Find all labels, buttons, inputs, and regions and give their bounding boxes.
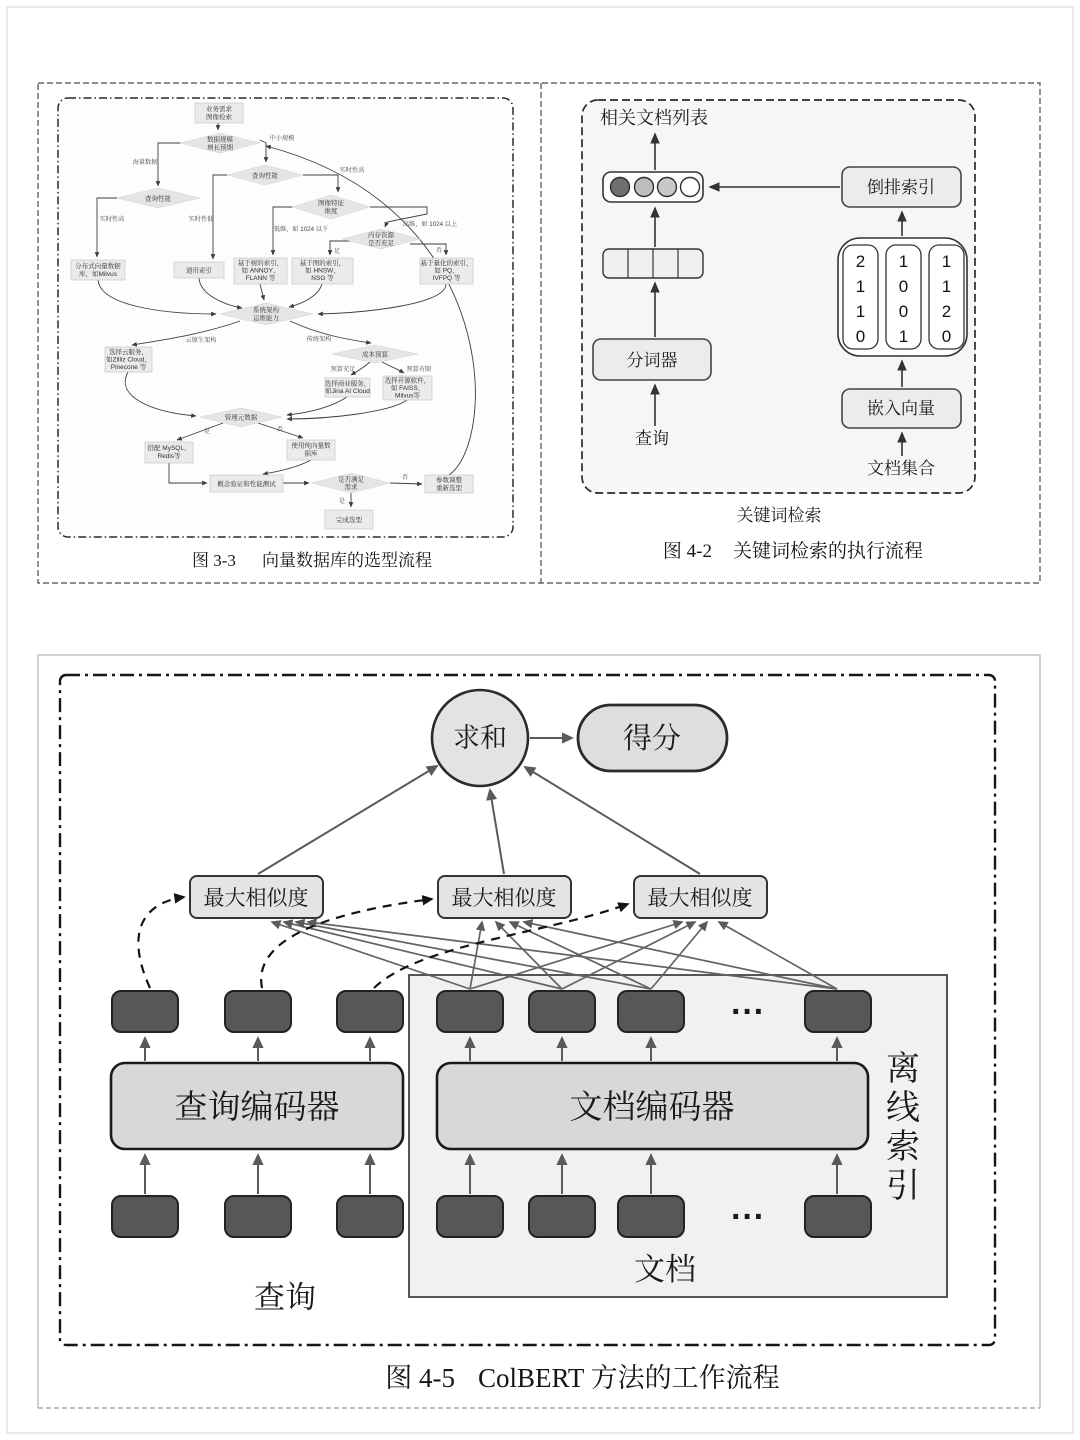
edge-label-mem-no: 否 xyxy=(435,247,443,254)
doc-input-token xyxy=(437,1196,503,1237)
fig45-document-label: 文档 xyxy=(634,1252,696,1287)
svg-text:如Zilliz Cloud、: 如Zilliz Cloud、 xyxy=(106,356,151,364)
score-label: 得分 xyxy=(622,723,682,755)
result-dot-2 xyxy=(635,178,654,197)
svg-text:选择商业服务，: 选择商业服务， xyxy=(324,380,371,388)
fig42-caption-label: 图 4-2 xyxy=(662,541,712,562)
figure-4-2 xyxy=(582,100,975,562)
svg-text:使用纯向量数: 使用纯向量数 xyxy=(291,442,331,450)
edge-label-lowdim: 低维，如 1024 以下 xyxy=(273,226,329,233)
edge-label-massive: 海量数据 xyxy=(132,159,158,166)
svg-text:0: 0 xyxy=(898,302,909,321)
edge-label-satisfy-yes: 是 xyxy=(338,498,346,505)
svg-text:0: 0 xyxy=(855,327,866,346)
svg-text:基于量化的索引，: 基于量化的索引， xyxy=(420,260,473,267)
svg-text:系统架构: 系统架构 xyxy=(253,307,279,314)
svg-text:1: 1 xyxy=(941,277,952,296)
svg-text:1: 1 xyxy=(898,252,909,271)
doc-embedding-token xyxy=(437,991,503,1032)
svg-text:1: 1 xyxy=(941,252,952,271)
svg-text:0: 0 xyxy=(898,277,909,296)
svg-text:1: 1 xyxy=(855,277,866,296)
svg-text:管理元数据: 管理元数据 xyxy=(224,414,258,422)
doc-embedding-token xyxy=(618,991,684,1032)
fig33-caption-label: 图 3-3 xyxy=(192,551,236,570)
svg-text:分布式向量数据: 分布式向量数据 xyxy=(75,263,121,270)
svg-text:增长预期: 增长预期 xyxy=(207,144,233,152)
svg-text:如 ANNOY、: 如 ANNOY、 xyxy=(241,267,280,275)
result-dot-1 xyxy=(611,178,630,197)
edge-label-budget-ok: 预算充足 xyxy=(330,366,356,373)
svg-text:查询性能: 查询性能 xyxy=(145,195,171,203)
query-embedding-token xyxy=(225,991,291,1032)
doc-bottom-ellipsis: ··· xyxy=(731,1198,765,1236)
doc-input-token xyxy=(805,1196,871,1237)
svg-text:图像特征: 图像特征 xyxy=(318,200,344,207)
doc-input-token xyxy=(618,1196,684,1237)
svg-text:重新选型: 重新选型 xyxy=(436,485,462,492)
edge-label-satisfy-no: 否 xyxy=(401,474,409,481)
svg-text:需求: 需求 xyxy=(344,484,358,491)
svg-text:基于树的索引，: 基于树的索引， xyxy=(237,260,284,267)
doc-embedding-token xyxy=(805,991,871,1032)
edge-label-rt-low: 实时性低 xyxy=(188,216,214,223)
svg-text:2: 2 xyxy=(855,252,866,271)
svg-text:选择开源软件，: 选择开源软件， xyxy=(384,377,431,385)
query-input-token xyxy=(337,1196,403,1237)
svg-text:运维能力: 运维能力 xyxy=(253,315,279,322)
svg-text:概念验证和性能测试: 概念验证和性能测试 xyxy=(217,481,276,488)
svg-text:引: 引 xyxy=(886,1167,920,1205)
svg-text:成本预算: 成本预算 xyxy=(362,351,388,359)
svg-text:Milvus等: Milvus等 xyxy=(395,392,420,400)
svg-text:如 FAISS、: 如 FAISS、 xyxy=(390,385,425,392)
svg-text:最大相似度: 最大相似度 xyxy=(647,887,753,910)
edge-label-meta-yes: 是 xyxy=(203,428,211,435)
doc-encoder-label: 文档编码器 xyxy=(569,1088,735,1125)
svg-text:是否满足: 是否满足 xyxy=(338,476,364,484)
svg-text:索: 索 xyxy=(886,1128,920,1166)
svg-text:选择云服务，: 选择云服务， xyxy=(109,349,148,356)
svg-text:搭配 MySQL、: 搭配 MySQL、 xyxy=(147,445,191,452)
svg-text:图像检索: 图像检索 xyxy=(206,114,232,121)
svg-text:IVFPQ 等: IVFPQ 等 xyxy=(432,275,461,282)
node-start-label: 业务需求 xyxy=(206,106,232,113)
figure-3-3 xyxy=(58,98,513,570)
edge-label-smallmid: 中小规模 xyxy=(269,135,295,142)
query-encoder-label: 查询编码器 xyxy=(174,1088,340,1125)
edge-label-highdim: 高维，如 1024 以上 xyxy=(402,221,458,228)
svg-text:参数调整: 参数调整 xyxy=(436,477,462,484)
query-input-token xyxy=(112,1196,178,1237)
query-input-token xyxy=(225,1196,291,1237)
svg-text:线: 线 xyxy=(886,1089,920,1127)
fig42-keyword-retrieval-label: 关键词检索 xyxy=(736,506,822,525)
svg-text:完成选型: 完成选型 xyxy=(336,517,362,524)
svg-text:基于图的索引，: 基于图的索引， xyxy=(299,260,346,267)
edge-label-meta-no: 否 xyxy=(276,426,284,433)
svg-text:1: 1 xyxy=(855,302,866,321)
svg-text:据库: 据库 xyxy=(304,450,318,458)
fig42-query-label: 查询 xyxy=(635,429,669,448)
edge-label-rt-high-mid: 实时性高 xyxy=(339,167,365,174)
doc-input-token xyxy=(529,1196,595,1237)
svg-text:维度: 维度 xyxy=(324,208,338,215)
svg-text:最大相似度: 最大相似度 xyxy=(203,887,309,910)
svg-text:最大相似度: 最大相似度 xyxy=(451,887,557,910)
svg-text:库，如Milvus: 库，如Milvus xyxy=(79,271,117,278)
figure-4-5 xyxy=(60,675,995,1393)
fig42-embedding-label: 嵌入向量 xyxy=(867,399,935,418)
result-dot-4 xyxy=(681,178,700,197)
edge-label-rt-high-left: 实时性高 xyxy=(99,216,125,223)
svg-text:如 HNSW、: 如 HNSW、 xyxy=(305,267,340,275)
doc-top-ellipsis: ··· xyxy=(731,993,765,1031)
edge-label-cloud-native: 云原生架构 xyxy=(185,337,217,344)
fig42-doc-list-label: 相关文档列表 xyxy=(600,108,708,128)
svg-text:通用索引: 通用索引 xyxy=(186,267,212,275)
fig45-query-label: 查询 xyxy=(254,1280,316,1315)
fig45-caption-title: ColBERT 方法的工作流程 xyxy=(478,1363,780,1393)
edge-label-mem-yes: 足 xyxy=(333,248,341,255)
fig42-tokenizer-label: 分词器 xyxy=(626,351,678,370)
svg-text:NSG 等: NSG 等 xyxy=(311,275,334,282)
sum-label: 求和 xyxy=(453,723,507,753)
svg-text:数据规模: 数据规模 xyxy=(207,136,233,144)
query-embedding-token xyxy=(112,991,178,1032)
svg-text:内存资源: 内存资源 xyxy=(368,232,394,239)
fig42-inverted-index-label: 倒排索引 xyxy=(867,178,935,197)
svg-text:如Jina AI Cloud: 如Jina AI Cloud xyxy=(325,388,370,395)
doc-embedding-token xyxy=(529,991,595,1032)
svg-text:离: 离 xyxy=(886,1050,920,1088)
edge-label-budget-ltd: 预算有限 xyxy=(406,366,432,373)
fig45-caption-label: 图 4-5 xyxy=(385,1363,455,1393)
fig42-caption-title: 关键词检索的执行流程 xyxy=(733,541,924,562)
edge-label-traditional: 传统架构 xyxy=(306,336,332,343)
svg-text:1: 1 xyxy=(898,327,909,346)
svg-text:Redis等: Redis等 xyxy=(157,453,181,460)
svg-text:是否充足: 是否充足 xyxy=(368,240,394,247)
svg-text:查询性能: 查询性能 xyxy=(252,172,278,180)
query-embedding-token xyxy=(337,991,403,1032)
result-dot-3 xyxy=(658,178,677,197)
fig42-doc-collection-label: 文档集合 xyxy=(867,459,935,478)
svg-text:如 PQ、: 如 PQ、 xyxy=(434,267,459,275)
svg-text:FLANN 等: FLANN 等 xyxy=(245,275,276,282)
fig33-caption-title: 向量数据库的选型流程 xyxy=(262,551,432,570)
svg-text:2: 2 xyxy=(941,302,952,321)
svg-text:0: 0 xyxy=(941,327,952,346)
svg-text:Pinecone 等: Pinecone 等 xyxy=(110,364,147,371)
